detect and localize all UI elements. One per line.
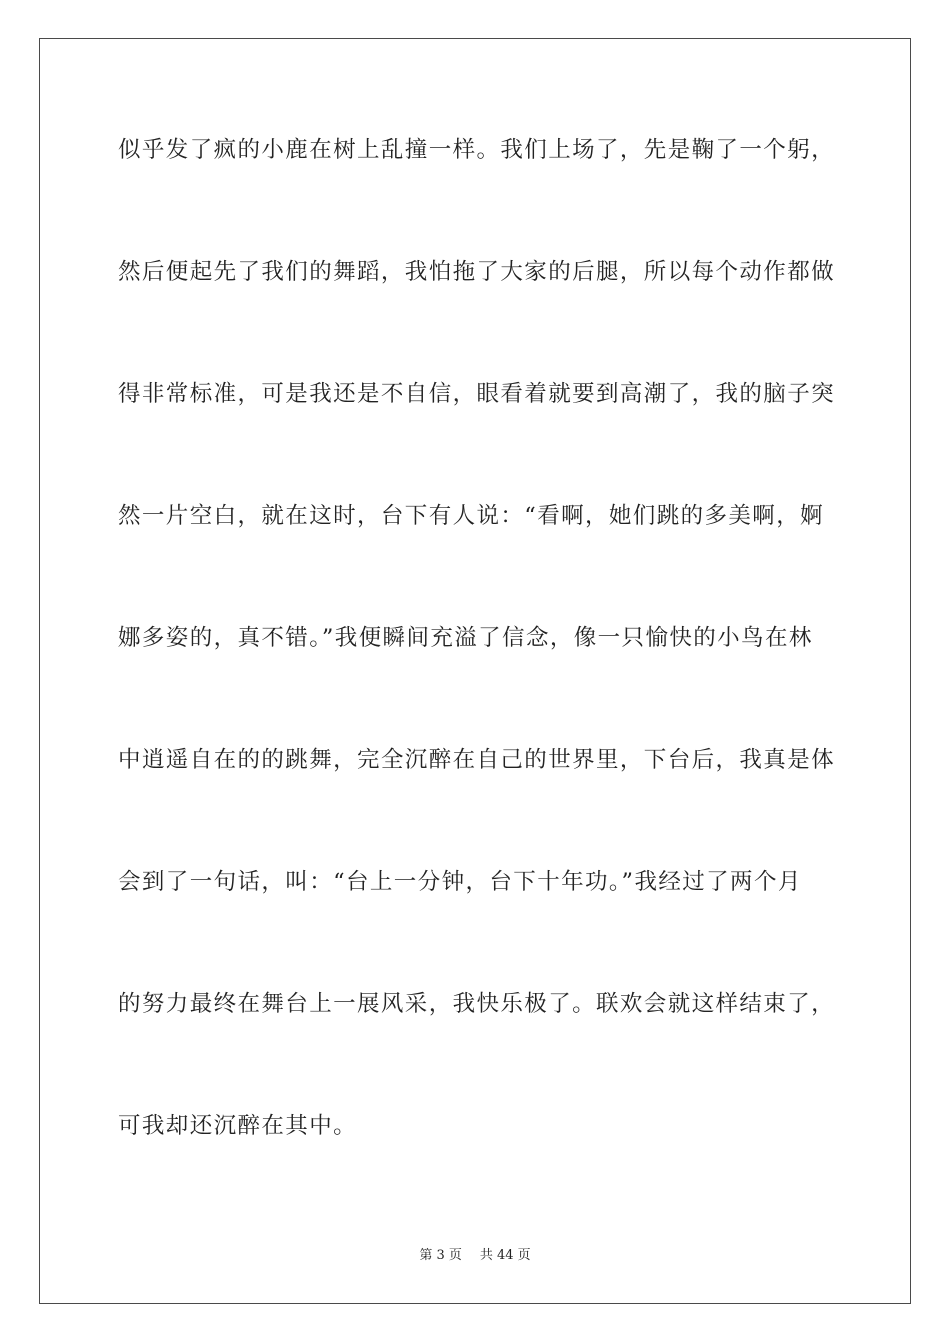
text-line: 会到了一句话，叫：“台上一分钟，台下十年功。”我经过了两个月	[118, 869, 802, 895]
page-footer	[0, 1246, 950, 1266]
text-line: 然一片空白，就在这时，台下有人说：“看啊，她们跳的多美啊，婀	[118, 503, 825, 529]
text-line: 中逍遥自在的的跳舞，完全沉醉在自己的世界里，下台后，我真是体	[118, 747, 836, 773]
document-body	[118, 120, 838, 1218]
text-line: 得非常标准，可是我还是不自信，眼看着就要到高潮了，我的脑子突	[118, 381, 836, 407]
page-number: 第 3 页	[419, 1248, 462, 1263]
text-line: 的努力最终在舞台上一展风采，我快乐极了。联欢会就这样结束了，	[118, 991, 836, 1017]
text-line: 娜多姿的，真不错。”我便瞬间充溢了信念，像一只愉快的小鸟在林	[118, 625, 813, 651]
total-pages: 共 44 页	[479, 1248, 531, 1263]
text-line: 可我却还沉醉在其中。	[118, 1113, 358, 1139]
text-line: 似乎发了疯的小鹿在树上乱撞一样。我们上场了，先是鞠了一个躬，	[118, 137, 836, 163]
text-line: 然后便起先了我们的舞蹈，我怕拖了大家的后腿，所以每个动作都做	[118, 259, 836, 285]
